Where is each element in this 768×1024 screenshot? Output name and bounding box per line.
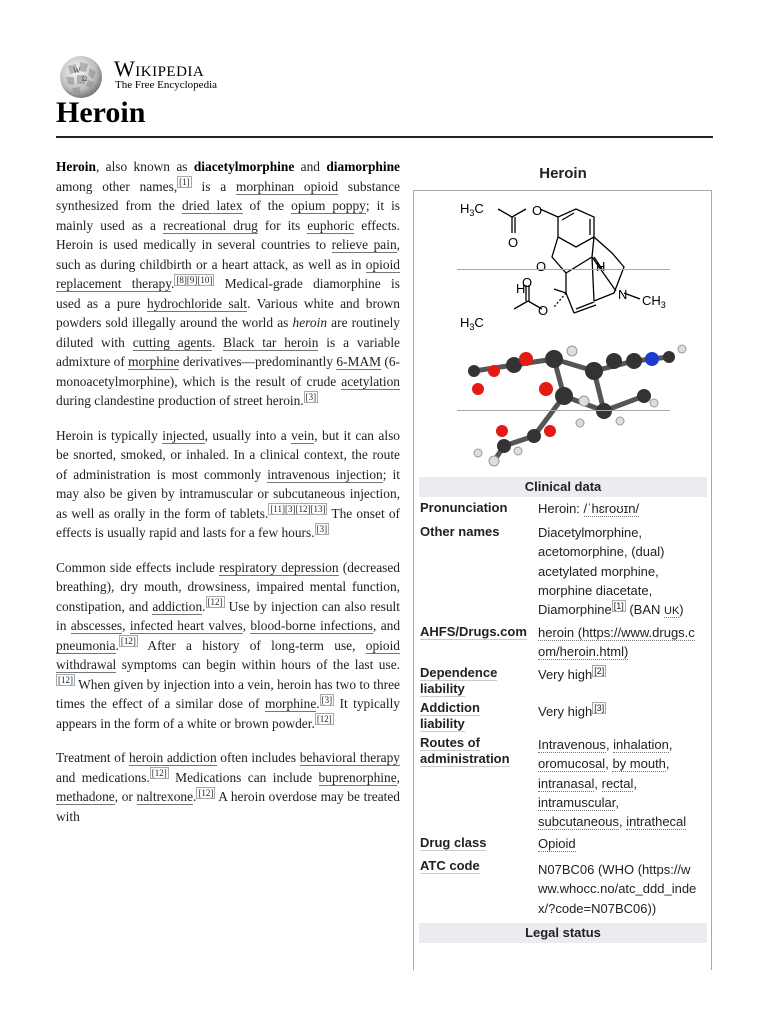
- svg-text:O: O: [532, 203, 543, 218]
- text: ,: [396, 769, 400, 785]
- other-name: Diamorphine: [538, 602, 612, 618]
- article-body: [56, 157, 400, 841]
- citation[interactable]: [1]: [613, 600, 624, 611]
- paragraph-intro: [56, 157, 400, 411]
- text: Use by injection can also result in: [56, 598, 400, 633]
- text: ; it is mainly used as a: [56, 198, 401, 233]
- text: of the: [242, 198, 292, 213]
- link-acetylation[interactable]: acetylation: [341, 373, 400, 389]
- link-6-mam[interactable]: 6-MAM: [336, 354, 382, 369]
- bold-term: Heroin: [56, 159, 96, 174]
- link-addiction[interactable]: addiction: [152, 598, 203, 614]
- text: is a variable admixture of: [56, 334, 401, 369]
- paragraph-treatment: [56, 748, 400, 826]
- citation[interactable]: [3]: [305, 391, 317, 402]
- link-hydrochloride-salt[interactable]: hydrochloride salt: [147, 295, 248, 311]
- citation[interactable]: [12]: [207, 597, 223, 608]
- text: .: [211, 334, 224, 350]
- wikipedia-globe-icon[interactable]: [56, 54, 106, 100]
- svg-text:O: O: [538, 303, 549, 318]
- other-name: acetomorphine, (dual): [538, 544, 665, 560]
- text: .: [193, 789, 197, 804]
- atc-line[interactable]: N07BC06 (WHO (https://w: [538, 862, 691, 877]
- label-drug-class: [420, 835, 535, 851]
- paragraph-administration: [56, 426, 400, 543]
- text: for its: [257, 217, 308, 233]
- link-morphine[interactable]: morphine: [128, 354, 180, 369]
- citation[interactable]: [12]: [316, 714, 332, 725]
- image-divider: [457, 410, 670, 411]
- link-drug-class[interactable]: Drug class: [420, 835, 487, 850]
- link-intrathecal[interactable]: intrathecal: [626, 814, 687, 830]
- text: ,: [242, 618, 251, 633]
- link-recreational-drug[interactable]: recreational drug: [163, 217, 258, 233]
- link-administration[interactable]: administration: [420, 751, 510, 766]
- citation[interactable]: [3]: [316, 523, 328, 534]
- link-relieve-pain[interactable]: relieve pain: [331, 237, 397, 252]
- link-opioid-withdrawal[interactable]: opioid withdrawal: [56, 637, 400, 672]
- svg-text:H3C: $H_3C$: [460, 315, 484, 332]
- text: Medications can include: [168, 769, 319, 785]
- text: often includes: [216, 750, 300, 765]
- citation[interactable]: [11][3][12][13]: [270, 504, 326, 515]
- label-pronunciation: Pronunciation: [420, 500, 508, 515]
- section-legal-status: Legal status: [419, 923, 707, 943]
- label-addiction-liability: [420, 700, 535, 732]
- text: effects. Heroin is used medically in several countries to: [56, 217, 400, 252]
- text: . Various white and brown powders sold illegally around the world as: [56, 295, 401, 330]
- link-rectal[interactable]: rectal: [601, 775, 634, 791]
- link-routes[interactable]: Routes of: [420, 735, 480, 750]
- text: ): [679, 602, 684, 618]
- svg-text:Ω: Ω: [82, 75, 88, 83]
- text: is a: [191, 178, 237, 194]
- link-cutting-agents[interactable]: cutting agents: [132, 334, 212, 350]
- text: Heroin is typically: [56, 427, 163, 443]
- link-oromucosal[interactable]: oromucosal: [538, 756, 606, 772]
- text: Very high: [538, 667, 593, 682]
- bold-term: diamorphine: [326, 159, 400, 174]
- other-name: morphine diacetate,: [538, 582, 653, 598]
- text: ,: [122, 618, 130, 633]
- text: , also known as: [95, 159, 194, 174]
- link-addiction[interactable]: Addiction: [420, 700, 480, 715]
- text: and: [294, 159, 327, 174]
- text: derivatives—predominantly: [179, 354, 337, 369]
- link-atc-code[interactable]: ATC code: [420, 858, 480, 873]
- svg-text:N: N: [618, 287, 628, 302]
- link-naltrexone[interactable]: naltrexone: [136, 789, 194, 804]
- link-behavioral-therapy[interactable]: behavioral therapy: [299, 750, 401, 765]
- text: Heroin:: [538, 501, 584, 516]
- link-opioid[interactable]: Opioid: [538, 836, 576, 851]
- link-opioid-replacement-therapy[interactable]: opioid replacement therapy: [56, 256, 400, 291]
- label-routes-of-administration: [420, 735, 535, 767]
- link-intranasal[interactable]: intranasal: [538, 775, 595, 791]
- svg-text:H: H: [596, 259, 606, 274]
- text: , or: [114, 789, 137, 804]
- svg-text:H3C: $H_3C$: [460, 201, 484, 218]
- link-injected[interactable]: injected: [162, 427, 205, 443]
- svg-text:CH3: $CH_3$: [642, 293, 666, 310]
- citation[interactable]: [3]: [321, 694, 333, 705]
- citation[interactable]: [3]: [594, 702, 605, 713]
- text: .: [316, 696, 320, 711]
- citation[interactable]: [12]: [120, 636, 136, 647]
- citation[interactable]: [1]: [179, 177, 190, 188]
- link-dependence[interactable]: Dependence: [420, 665, 498, 680]
- text: .: [171, 276, 175, 291]
- value-ahfs[interactable]: [538, 623, 706, 662]
- skeletal-structure-image[interactable]: [454, 195, 704, 345]
- page-title: Heroin: [56, 96, 146, 129]
- text: (BAN: [625, 602, 665, 618]
- label-other-names: Other names: [420, 524, 500, 539]
- text: After a history of long-term use,: [137, 637, 366, 653]
- link-intravenous[interactable]: Intravenous: [538, 737, 606, 752]
- svg-text:H: H: [516, 281, 526, 296]
- link-euphoric[interactable]: euphoric: [307, 217, 355, 233]
- citation[interactable]: [12]: [151, 768, 167, 779]
- link-infected-heart-valves[interactable]: infected heart valves: [129, 618, 243, 633]
- link-morphinan-opioid[interactable]: morphinan opioid: [236, 178, 339, 194]
- link-buprenorphine[interactable]: buprenorphine: [318, 769, 397, 785]
- value-drug-class: [538, 834, 706, 853]
- link-dried-latex[interactable]: dried latex: [181, 198, 243, 213]
- ball-and-stick-model-image[interactable]: [454, 341, 704, 471]
- image-divider: [457, 269, 670, 270]
- value-addiction: [538, 702, 706, 721]
- value-atc-code[interactable]: [538, 860, 706, 918]
- text: are routinely diluted with: [56, 315, 400, 350]
- value-other-names: [538, 523, 706, 621]
- citation[interactable]: [12]: [198, 787, 214, 798]
- svg-text:O: O: [536, 259, 547, 274]
- link-intravenous-injection[interactable]: intravenous injection: [267, 466, 383, 482]
- text: (decreased breathing), dry mouth, drowsiness, impaired mental function, constipation, and: [56, 559, 400, 614]
- atc-line[interactable]: ww.whocc.no/atc_ddd_inde: [538, 881, 697, 897]
- text: It typically appears in the form of a white or brown powder.: [56, 696, 400, 731]
- link-pneumonia[interactable]: pneumonia: [56, 637, 116, 653]
- ipa-link[interactable]: /ˈhɛroʊɪn/: [583, 501, 640, 516]
- link-by-mouth[interactable]: by mouth: [612, 756, 666, 772]
- text: and medications.: [56, 769, 150, 785]
- italic-term: heroin: [292, 315, 328, 330]
- text: Very high: [538, 704, 593, 719]
- text: .: [202, 598, 206, 614]
- value-dependence: [538, 665, 706, 684]
- link-abscesses[interactable]: abscesses: [70, 618, 123, 633]
- label-atc-code: [420, 858, 535, 874]
- text: .: [115, 637, 119, 653]
- svg-text:W: W: [73, 66, 81, 75]
- link-liability[interactable]: liability: [420, 681, 465, 696]
- paragraph-side-effects: [56, 558, 400, 734]
- bold-term: diacetylmorphine: [193, 159, 295, 174]
- text: Medical-grade diamorphine is used as a pure: [56, 276, 400, 311]
- text: among other names,: [56, 178, 178, 194]
- text: , and: [372, 618, 401, 633]
- link-liability[interactable]: liability: [420, 716, 465, 731]
- text: Common side effects include: [56, 559, 220, 575]
- citation[interactable]: [2]: [594, 665, 605, 676]
- link-subcutaneous[interactable]: subcutaneous: [538, 814, 619, 830]
- wikipedia-tagline: The Free Encyclopedia: [115, 79, 218, 91]
- wikipedia-wordmark[interactable]: Wikipedia: [114, 56, 205, 81]
- label-dependence-liability: [420, 665, 535, 697]
- text: substance synthesized from the: [56, 178, 400, 213]
- link-intramuscular[interactable]: intramuscular: [538, 794, 616, 810]
- link-drugs-com[interactable]: om/heroin.html): [538, 644, 629, 660]
- text: ; it may also be given by intramuscular or subcutaneous injection, as well as orally in the form of tablets.: [56, 466, 400, 521]
- link-morphine[interactable]: morphine: [264, 696, 317, 711]
- citation[interactable]: [8][9][10]: [176, 274, 213, 285]
- other-name: acetylated morphine,: [538, 563, 659, 579]
- link-uk[interactable]: UK: [664, 605, 680, 618]
- other-name: Diacetylmorphine,: [538, 525, 643, 540]
- text: (6-monoacetylmorphine), which is the result of crude: [56, 354, 401, 389]
- link-vein[interactable]: vein: [291, 427, 315, 443]
- text: , such as during childbirth or a heart attack, as well as in: [56, 237, 401, 272]
- link-opium-poppy[interactable]: opium poppy: [291, 198, 366, 213]
- text: , usually into a: [204, 427, 292, 443]
- link-drugs-com[interactable]: heroin (https://www.drugs.c: [538, 625, 695, 640]
- atc-line[interactable]: x/?code=N07BC06)): [538, 900, 657, 916]
- infobox: [413, 190, 712, 970]
- text: during clandestine production of street heroin.: [56, 393, 304, 408]
- value-routes: Intravenous, inhalation, oromucosal, by mouth, intranasal, rectal, intramuscular, subcutaneous, intrathecal: [538, 737, 687, 830]
- infobox-title: Heroin: [539, 165, 587, 182]
- text: symptoms can begin within hours of the last use.: [116, 657, 400, 672]
- link-black-tar-heroin[interactable]: Black tar heroin: [223, 334, 319, 350]
- link-heroin-addiction[interactable]: heroin addiction: [128, 750, 217, 765]
- svg-text:O: O: [522, 275, 533, 290]
- text: , but it can also be snorted, smoked, or inhaled. In a clinical context, the route of administration is most commonly: [56, 427, 400, 482]
- text: When given by injection into a vein, heroin has two to three times the effect of a similar dose of: [56, 676, 400, 711]
- text: The onset of effects is usually rapid and lasts for a few hours.: [56, 505, 401, 540]
- link-methadone[interactable]: methadone: [56, 789, 115, 804]
- link-inhalation[interactable]: inhalation: [613, 737, 669, 752]
- section-clinical-data: Clinical data: [419, 477, 707, 497]
- svg-text:O: O: [508, 235, 519, 250]
- link-ahfs[interactable]: AHFS/Drugs.com: [420, 624, 527, 639]
- link-blood-borne-infections[interactable]: blood-borne infections: [250, 618, 373, 633]
- text: Treatment of: [56, 750, 129, 765]
- text: A heroin overdose may be treated with: [56, 789, 400, 824]
- value-pronunciation: [538, 499, 706, 518]
- label-ahfs: [420, 624, 535, 640]
- link-respiratory-depression[interactable]: respiratory depression: [219, 559, 339, 575]
- title-divider: [56, 136, 713, 138]
- citation[interactable]: [12]: [58, 675, 73, 686]
